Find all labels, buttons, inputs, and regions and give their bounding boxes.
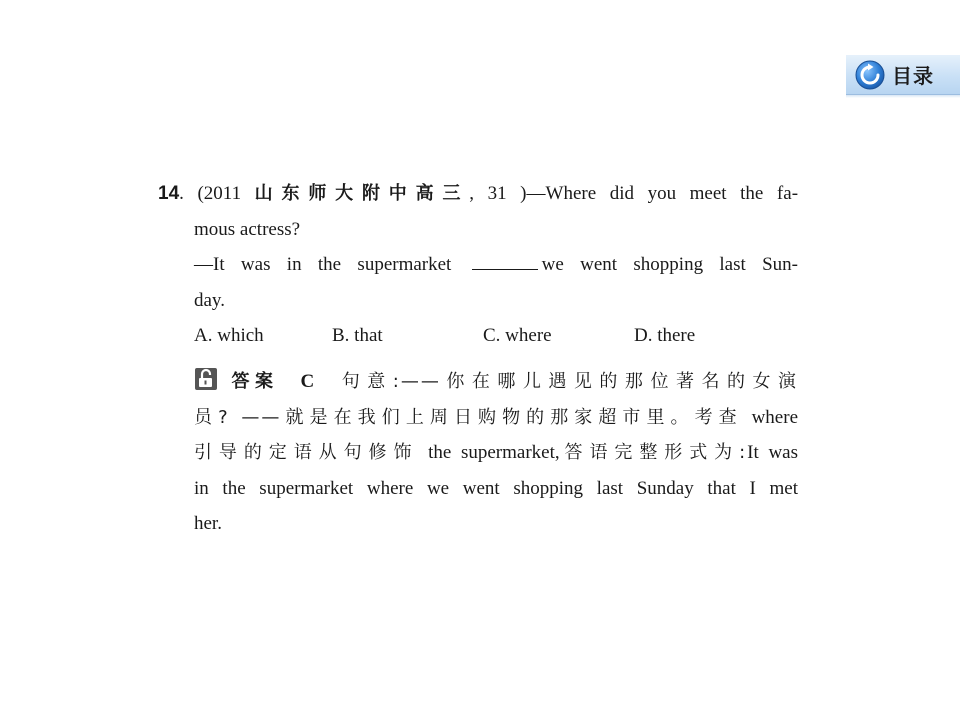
answer-line-3-cn1: 引导的定语从句修饰	[194, 442, 419, 463]
question-number: 14	[158, 183, 180, 204]
answer-line-3-cn2: 答语完整形式为:	[559, 442, 748, 463]
question-line-3-after: we went shopping last Sun-	[541, 254, 798, 275]
option-c: C. where	[483, 325, 552, 346]
unlock-icon	[194, 367, 218, 391]
question-source-open: . (2011	[179, 183, 255, 204]
question-source-school: 山东师大附中高三	[254, 183, 470, 204]
question-line-1	[158, 176, 798, 212]
answer-line-1-text: 句意:——你在哪儿遇见的那位著名的女演	[336, 371, 798, 392]
options-row	[158, 318, 798, 354]
option-d: D. there	[634, 325, 696, 346]
toc-label: 目录	[892, 64, 934, 88]
option-a: A. which	[194, 325, 264, 346]
answer-line-2-cn: 员? ——就是在我们上周日购物的那家超市里。考查	[194, 406, 743, 428]
question-block	[158, 176, 798, 354]
answer-line-2-en: where	[742, 406, 798, 428]
question-line-3	[158, 247, 798, 283]
answer-key: C	[300, 371, 315, 392]
question-line-1-text: —Where did you meet the fa-	[526, 183, 799, 204]
question-line-3-before: —It was in the supermarket	[194, 254, 452, 275]
answer-line-3-en1: the supermarket,	[418, 442, 560, 463]
answer-line-4: in the supermarket where we went shopping last Sunday that I met	[194, 477, 798, 499]
answer-line-3	[194, 435, 798, 471]
toc-shadow	[846, 95, 960, 98]
refresh-arrow-icon	[855, 60, 885, 90]
answer-line-5: her.	[194, 513, 222, 534]
answer-line-3-en2: It was	[747, 442, 798, 463]
question-line-2: mous actress?	[194, 218, 301, 240]
answer-block	[194, 364, 798, 542]
option-b: B. that	[332, 325, 383, 346]
question-source-close: , 31 )	[469, 183, 527, 204]
answer-label: 答案	[226, 371, 279, 392]
question-line-4: day.	[194, 289, 225, 311]
toc-button[interactable]	[846, 55, 960, 95]
answer-line-2	[194, 400, 798, 436]
answer-blank	[472, 251, 538, 270]
answer-line-1	[194, 364, 798, 400]
